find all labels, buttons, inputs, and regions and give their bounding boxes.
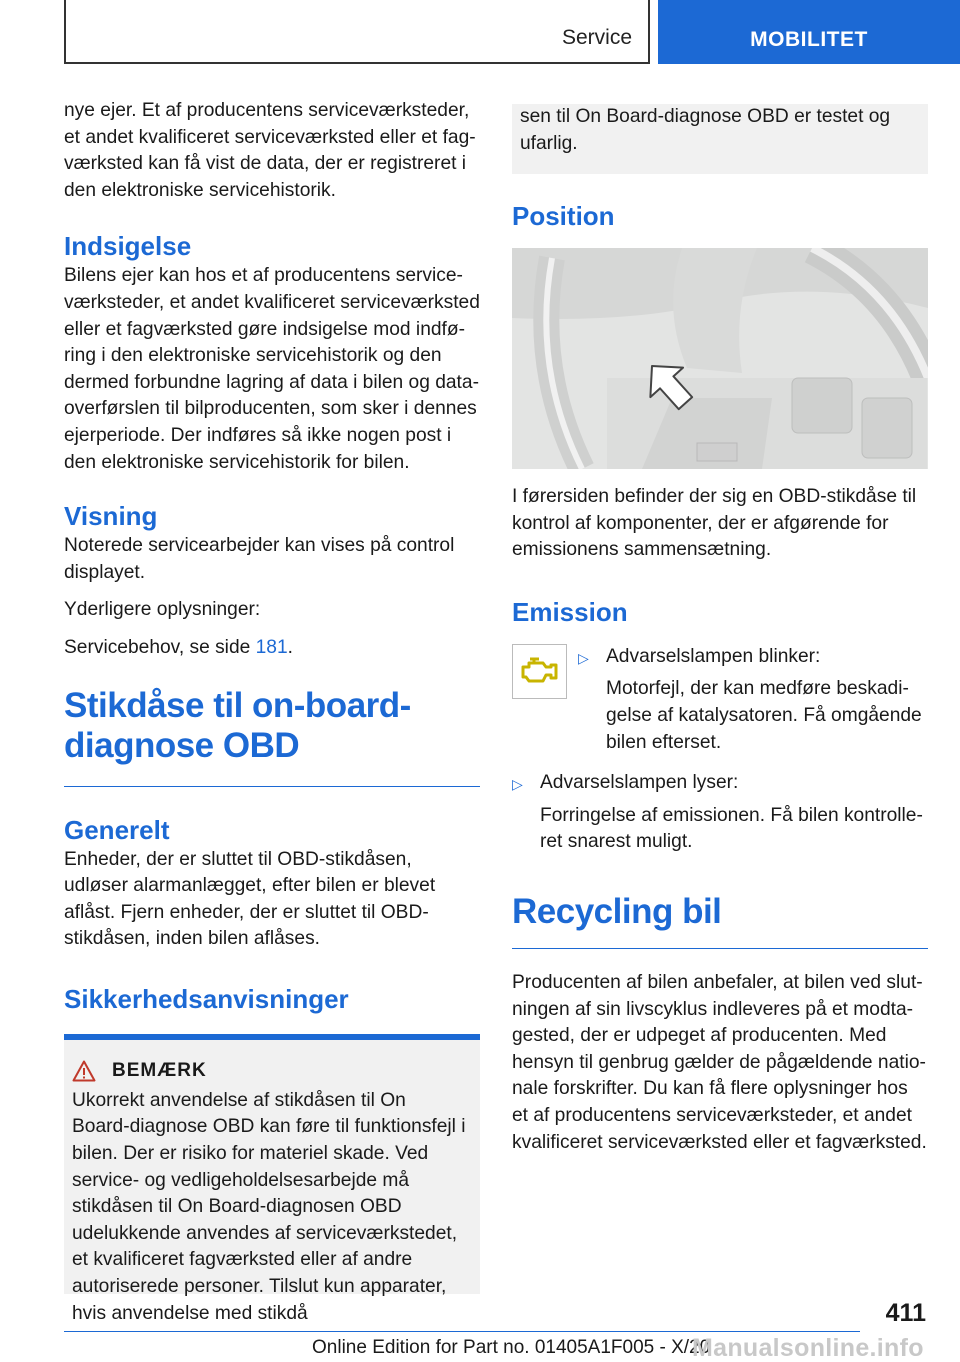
left-column bbox=[64, 98, 480, 1324]
recycling-paragraph: Producenten af bilen anbefaler, at bilen ved slutningen af sin livscyklus indleveres på et modtagested, der er udpeget af producenten. Med hensyn til genbrug gælder de pågældende nationale forskrifter. Du kan få flere oplysninger hos et af producentens serviceværksteder, et andet kvalificeret serviceværksted eller et fagværksted. bbox=[512, 971, 927, 1153]
header-chapter-tab bbox=[658, 0, 960, 64]
visning-paragraph: Noterede servicearbejder kan vises på control displayet. bbox=[64, 535, 455, 583]
visning-heading: Visning bbox=[64, 501, 158, 532]
emission-heading: Emission bbox=[512, 596, 628, 627]
position-heading: Position bbox=[512, 201, 615, 231]
watermark: Manualsonline.info bbox=[692, 1334, 924, 1362]
sikkerhed-heading: Sikkerhedsanvisninger bbox=[64, 983, 349, 1014]
emission-item-1-title: Advarselslampen blinker: bbox=[606, 645, 821, 667]
header-section-title: Service bbox=[561, 26, 632, 49]
generelt-heading: Generelt bbox=[64, 814, 170, 845]
obd-heading-rule bbox=[64, 786, 480, 787]
emission-item-2-text: Forringelse af emissionen. Få bilen kontrolleret snarest muligt. bbox=[540, 804, 923, 853]
emission-item-2-row bbox=[512, 770, 928, 797]
recycling-heading: Recycling bil bbox=[512, 891, 722, 931]
obd-position-illustration bbox=[512, 248, 928, 469]
header-chapter-label: MOBILITET bbox=[750, 28, 868, 51]
warning-continued-text: sen til On Board-diagnose OBD er testet og ufarlig. bbox=[520, 106, 891, 154]
check-engine-icon bbox=[512, 644, 567, 699]
bullet-arrow-icon: ▷ bbox=[578, 649, 589, 666]
warning-triangle-icon bbox=[72, 1060, 96, 1082]
emission-item-1-text: Motorfejl, der kan medføre beskadigelse af katalysatoren. Få omgående bilen efterset. bbox=[606, 678, 922, 753]
footer-rule bbox=[64, 1331, 860, 1332]
emission-item-1-content bbox=[578, 644, 928, 756]
emission-item-1-row bbox=[578, 644, 928, 671]
emission-item-2-title: Advarselslampen lyser: bbox=[540, 772, 739, 794]
header-frame bbox=[64, 0, 650, 64]
visning-more-label: Yderligere oplysninger: bbox=[64, 599, 261, 621]
visning-reference bbox=[64, 635, 480, 662]
intro-paragraph: nye ejer. Et af producentens serviceværksteder, et andet kvalificeret serviceværksted eller et fagværksted kan få vist de data, der er registreret i den elektroniske servicehistorik. bbox=[64, 100, 476, 201]
page-number: 411 bbox=[885, 1299, 926, 1327]
right-column bbox=[512, 104, 928, 1156]
visning-reference-text: Servicebehov, se side bbox=[64, 636, 251, 658]
warning-title: BEMÆRK bbox=[112, 1059, 207, 1081]
warning-text: Ukorrekt anvendelse af stikdåsen til On Board-diagnose OBD kan føre til funktionsfejl i bilen. Der er risiko for materiel skade. Ved service- og vedligeholdelsesarbejde må stikdåsen til On Board-diagnosen OBD udelukkende anvendes af serviceværkstedet, et kvalificeret fagværksted eller af andre autoriserede personer. Tilslut kun apparater, hvis anvendelse med stikdå bbox=[72, 1089, 466, 1324]
footer-edition: Online Edition for Part no. 01405A1F005 - X/20 bbox=[312, 1337, 711, 1358]
position-paragraph: I førersiden befinder der sig en OBD-stikdåse til kontrol af komponenter, der er afgørende for emissionens sammensætning. bbox=[512, 486, 917, 561]
obd-chapter-heading: Stikdåse til on-board-diagnose OBD bbox=[64, 685, 411, 765]
bullet-arrow-icon: ▷ bbox=[512, 776, 523, 793]
page-reference-link[interactable]: 181 bbox=[255, 636, 288, 658]
obd-position-image bbox=[512, 248, 928, 469]
warning-header bbox=[64, 1040, 480, 1082]
visning-reference-end: . bbox=[287, 636, 293, 658]
warning-box bbox=[64, 1034, 480, 1324]
emission-item-2 bbox=[512, 770, 928, 856]
generelt-paragraph: Enheder, der er sluttet til OBD-stikdåsen, udløser alarmanlægget, efter bilen er blevet aflåst. Fjern enheder, der er sluttet til OBD-stikdåsen, inden bilen aflåses. bbox=[64, 848, 436, 950]
indsigelse-paragraph: Bilens ejer kan hos et af producentens serviceværksteder, et andet kvalificeret serviceværksted eller et fagværksted gøre indsigelse mod indføring i den elektroniske servicehistorik og den dermed forbundne lagring af data i bilen og dataoverførslen til bilproducenten, som sker i dennes ejerperiode. Der indføres så ikke nogen post i den elektroniske servicehistorik for bilen. bbox=[64, 265, 480, 473]
recycling-heading-rule bbox=[512, 948, 928, 949]
warning-box-continued bbox=[512, 104, 928, 174]
indsigelse-heading: Indsigelse bbox=[64, 231, 192, 262]
emission-item-1 bbox=[512, 644, 928, 756]
